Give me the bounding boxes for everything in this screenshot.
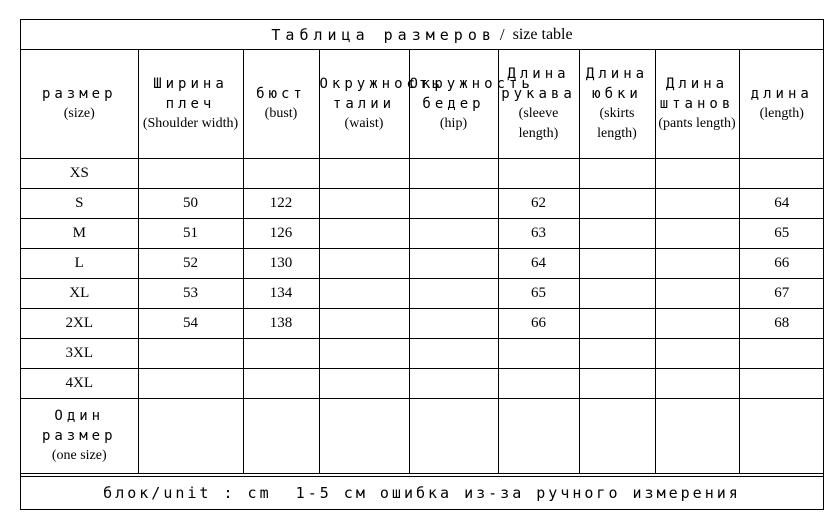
size-table-sheet	[20, 19, 824, 510]
cell-length	[739, 368, 824, 398]
cell-pants	[655, 188, 739, 218]
table-row	[21, 338, 824, 368]
cell-skirt	[579, 338, 655, 368]
cell-length	[739, 158, 824, 188]
table-cell	[243, 398, 319, 473]
header-size: размер (size)	[21, 50, 138, 158]
cell-bust: 126	[243, 218, 319, 248]
cell-bust: 130	[243, 248, 319, 278]
table-row	[21, 368, 824, 398]
size-label: 4XL	[21, 368, 138, 398]
cell-waist	[319, 188, 409, 218]
size-label: XL	[21, 278, 138, 308]
cell-skirt	[579, 218, 655, 248]
size-label: 2XL	[21, 308, 138, 338]
header-sleeve: Длина рукава (sleeve length)	[498, 50, 579, 158]
cell-waist	[319, 218, 409, 248]
header-row	[21, 50, 824, 158]
table-cell	[739, 398, 824, 473]
table-cell	[409, 398, 498, 473]
cell-hip	[409, 218, 498, 248]
cell-skirt	[579, 188, 655, 218]
table-cell	[498, 398, 579, 473]
cell-skirt	[579, 158, 655, 188]
table-row	[21, 278, 824, 308]
table-cell	[579, 398, 655, 473]
cell-pants	[655, 338, 739, 368]
table-row	[21, 248, 824, 278]
cell-waist	[319, 248, 409, 278]
cell-sleeve: 62	[498, 188, 579, 218]
cell-length: 64	[739, 188, 824, 218]
cell-length: 68	[739, 308, 824, 338]
cell-shoulder	[138, 338, 243, 368]
cell-hip	[409, 338, 498, 368]
cell-skirt	[579, 308, 655, 338]
title-separator: /	[499, 24, 505, 44]
table-cell	[319, 398, 409, 473]
cell-bust: 138	[243, 308, 319, 338]
cell-pants	[655, 158, 739, 188]
cell-pants	[655, 248, 739, 278]
header-pants: Длина штанов (pants length)	[655, 50, 739, 158]
header-shoulder: Ширина плеч (Shoulder width)	[138, 50, 243, 158]
cell-shoulder: 52	[138, 248, 243, 278]
table-row	[21, 158, 824, 188]
table-row	[21, 218, 824, 248]
cell-bust	[243, 338, 319, 368]
header-hip: Окружность бедер (hip)	[409, 50, 498, 158]
cell-waist	[319, 338, 409, 368]
cell-skirt	[579, 248, 655, 278]
size-label: L	[21, 248, 138, 278]
cell-sleeve: 63	[498, 218, 579, 248]
one-size-row	[21, 398, 824, 473]
cell-waist	[319, 308, 409, 338]
cell-pants	[655, 218, 739, 248]
cell-sleeve	[498, 368, 579, 398]
table-title	[21, 20, 823, 50]
cell-pants	[655, 278, 739, 308]
cell-sleeve: 64	[498, 248, 579, 278]
title-ru: Таблица размеров	[271, 25, 496, 44]
cell-length: 67	[739, 278, 824, 308]
cell-waist	[319, 278, 409, 308]
one-size-label: Один размер (one size)	[21, 398, 138, 473]
table-row	[21, 188, 824, 218]
cell-hip	[409, 248, 498, 278]
cell-shoulder	[138, 158, 243, 188]
cell-hip	[409, 308, 498, 338]
footer-note	[21, 476, 823, 509]
cell-hip	[409, 188, 498, 218]
cell-bust: 122	[243, 188, 319, 218]
cell-pants	[655, 368, 739, 398]
cell-length	[739, 338, 824, 368]
size-label: S	[21, 188, 138, 218]
cell-waist	[319, 368, 409, 398]
cell-shoulder	[138, 368, 243, 398]
cell-waist	[319, 158, 409, 188]
size-label: M	[21, 218, 138, 248]
cell-shoulder: 54	[138, 308, 243, 338]
rows-body	[21, 158, 824, 398]
table-row	[21, 308, 824, 338]
size-grid	[21, 50, 824, 474]
header-bust: бюст (bust)	[243, 50, 319, 158]
table-cell	[138, 398, 243, 473]
title-en: size table	[512, 25, 573, 43]
header-skirt: Длина юбки (skirts length)	[579, 50, 655, 158]
cell-sleeve	[498, 158, 579, 188]
cell-shoulder: 50	[138, 188, 243, 218]
cell-skirt	[579, 368, 655, 398]
cell-sleeve	[498, 338, 579, 368]
table-cell	[655, 398, 739, 473]
header-waist: Окружность талии (waist)	[319, 50, 409, 158]
cell-bust	[243, 158, 319, 188]
size-label: XS	[21, 158, 138, 188]
header-length: длина (length)	[739, 50, 824, 158]
cell-sleeve: 65	[498, 278, 579, 308]
cell-hip	[409, 158, 498, 188]
cell-shoulder: 51	[138, 218, 243, 248]
cell-hip	[409, 278, 498, 308]
size-label: 3XL	[21, 338, 138, 368]
cell-hip	[409, 368, 498, 398]
cell-skirt	[579, 278, 655, 308]
cell-length: 66	[739, 248, 824, 278]
cell-shoulder: 53	[138, 278, 243, 308]
cell-bust	[243, 368, 319, 398]
footer-text: блок/unit : cm 1-5 см ошибка из-за ручного измерения	[103, 484, 741, 502]
cell-pants	[655, 308, 739, 338]
cell-sleeve: 66	[498, 308, 579, 338]
cell-length: 65	[739, 218, 824, 248]
cell-bust: 134	[243, 278, 319, 308]
